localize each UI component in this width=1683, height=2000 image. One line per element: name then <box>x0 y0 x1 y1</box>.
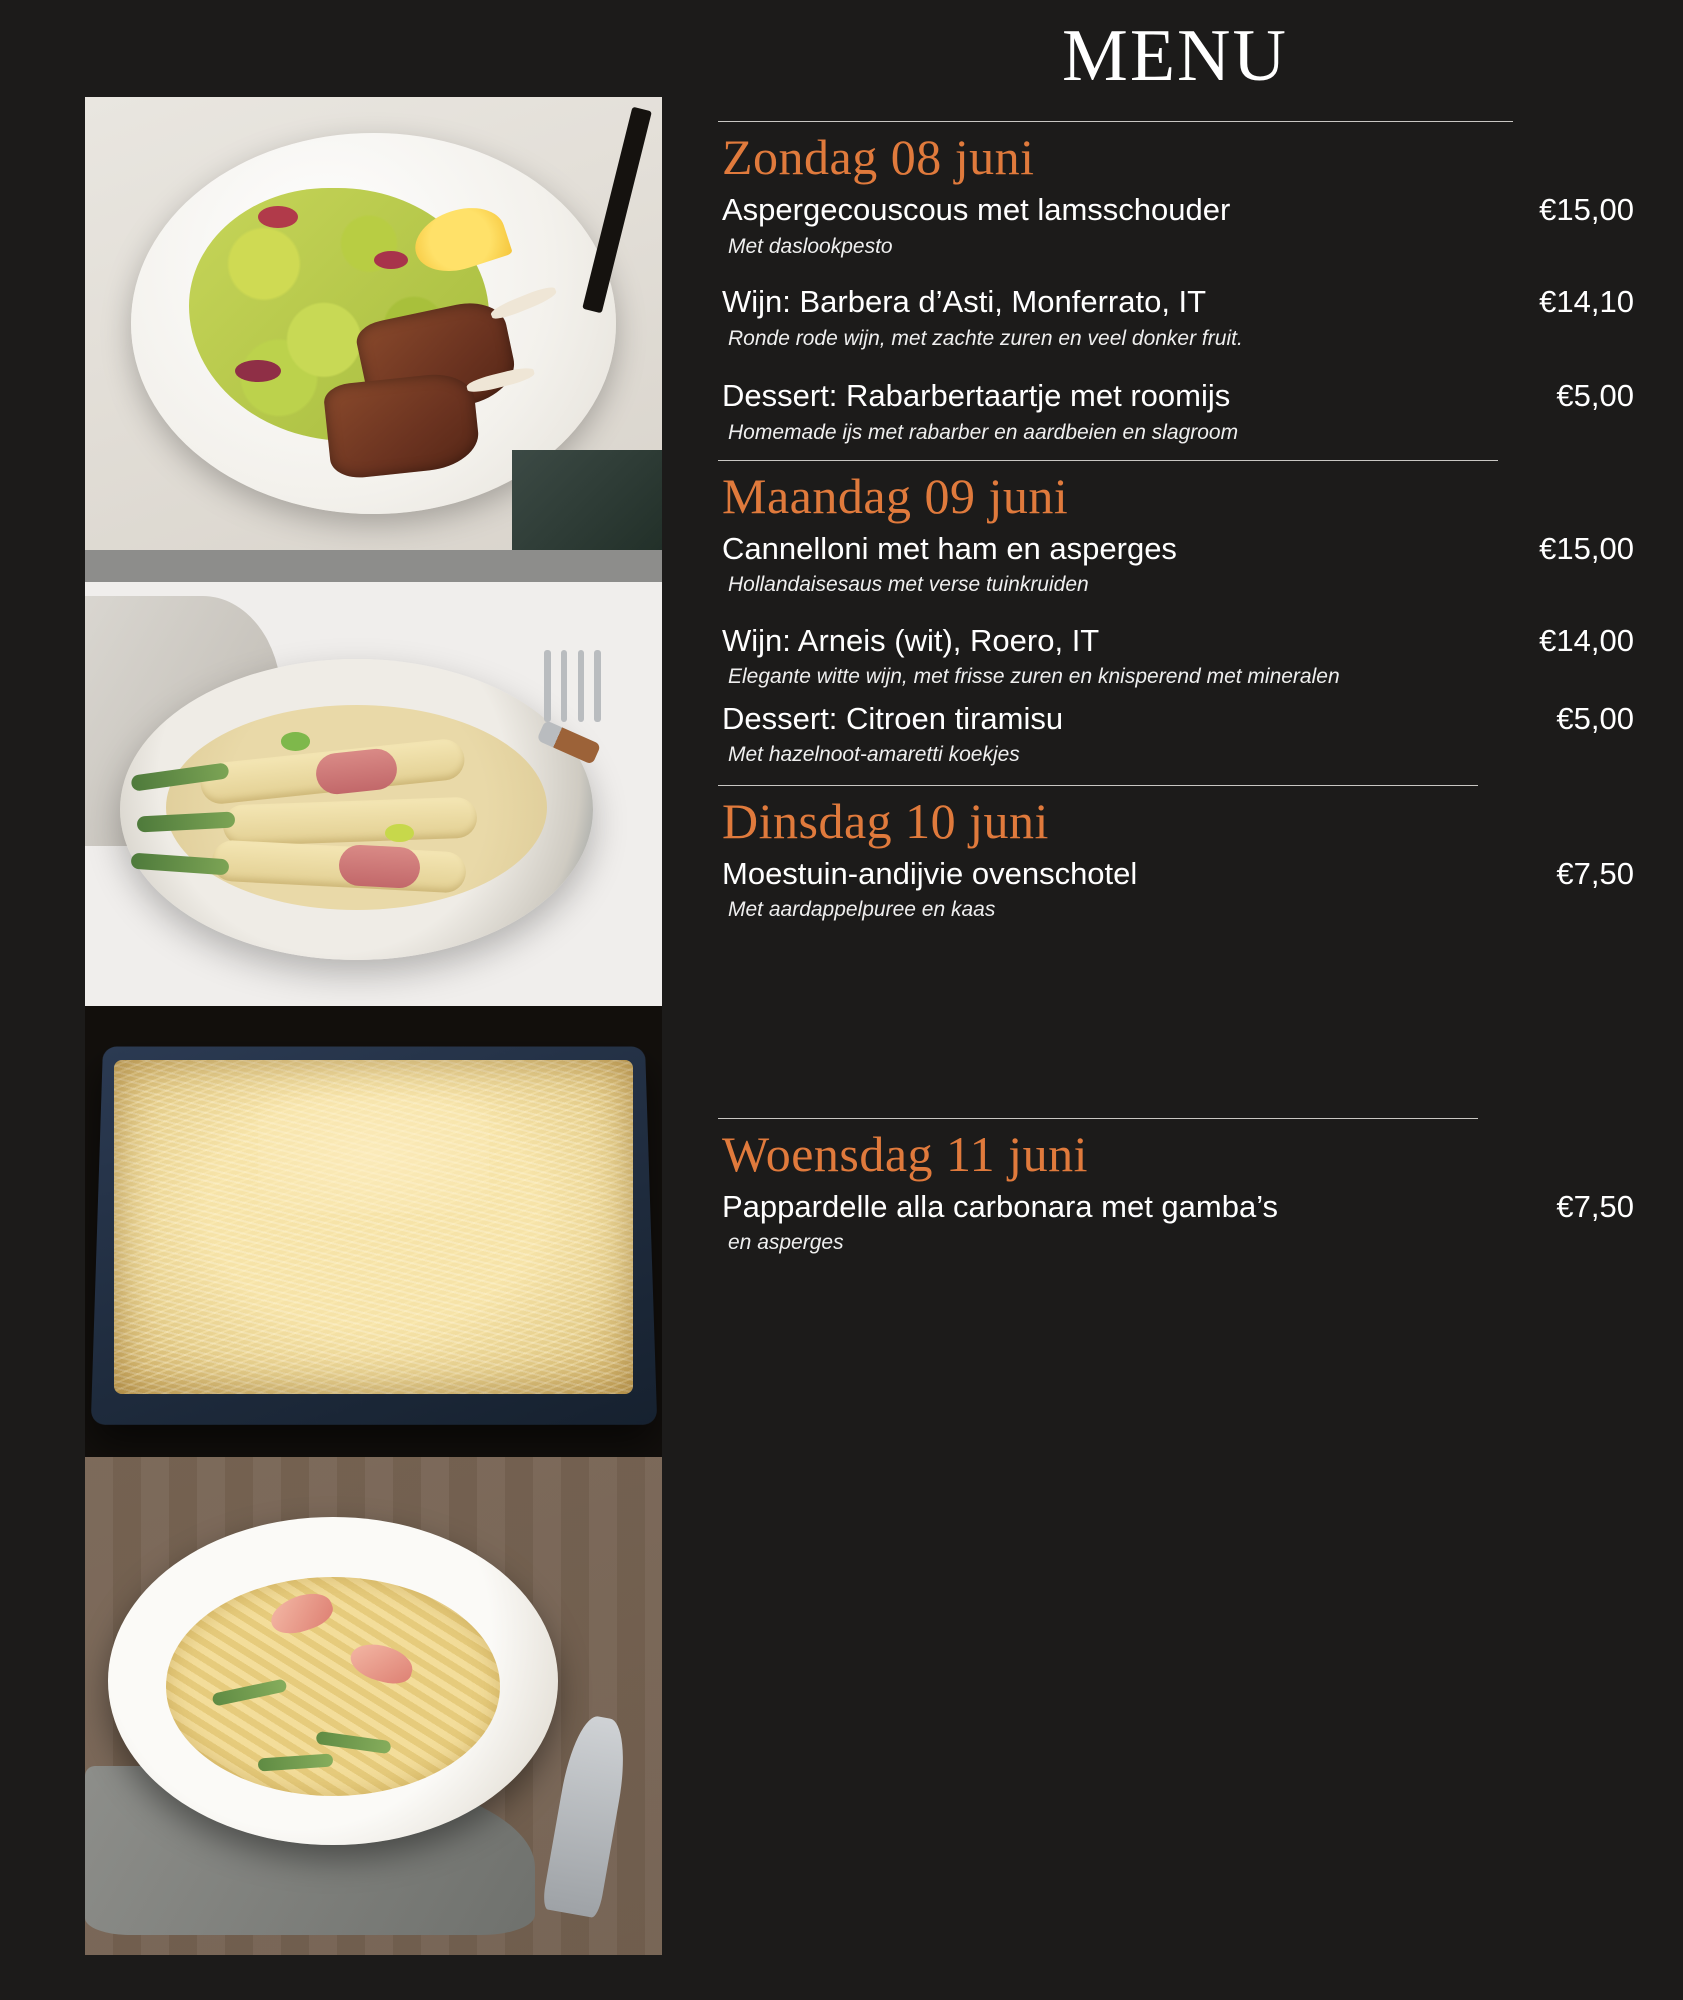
menu-item <box>700 378 1640 446</box>
menu-item <box>700 531 1640 599</box>
lamb-chops-asparagus-couscous-photo <box>85 97 662 550</box>
light-glow <box>258 1096 489 1213</box>
item-price: €7,50 <box>1556 1188 1634 1224</box>
oven-gratin-cheese-photo <box>85 1006 662 1457</box>
divider <box>718 460 1498 461</box>
item-name: Aspergecouscous met lamsschouder <box>722 192 1231 227</box>
fork-shape <box>535 650 627 805</box>
menu-item <box>700 284 1640 352</box>
item-description: Met daslookpesto <box>728 234 893 258</box>
photo-column <box>85 97 662 1955</box>
day-heading: Woensdag 11 juni <box>722 1125 1088 1182</box>
day-block-zondag <box>700 121 1640 446</box>
menu-column <box>700 0 1640 2000</box>
item-price: €14,10 <box>1539 283 1634 319</box>
menu-item <box>700 623 1640 691</box>
item-name: Dessert: Rabarbertaartje met roomijs <box>722 377 1231 413</box>
radicchio-accent <box>374 251 409 269</box>
divider <box>718 121 1513 122</box>
menu-item <box>700 701 1640 769</box>
napkin-shape <box>512 450 662 550</box>
item-description: Hollandaisesaus met verse tuinkruiden <box>728 573 1089 597</box>
herb-garnish-shape <box>281 732 310 750</box>
day-heading: Maandag 09 juni <box>722 467 1069 524</box>
divider <box>718 1118 1478 1119</box>
menu-item <box>700 192 1640 260</box>
ham-slice-shape <box>338 844 421 889</box>
spacer <box>700 926 1640 1102</box>
item-price: €5,00 <box>1556 700 1634 736</box>
item-description: Ronde rode wijn, met zachte zuren en veel donker fruit. <box>728 326 1243 350</box>
item-name: Cannelloni met ham en asperges <box>722 530 1177 566</box>
item-description: Homemade ijs met rabarber en aardbeien en slagroom <box>728 420 1239 444</box>
item-price: €15,00 <box>1539 530 1634 566</box>
item-description: Met aardappelpuree en kaas <box>728 898 996 922</box>
cannelloni-roll-shape <box>223 796 478 846</box>
item-description: Met hazelnoot-amaretti koekjes <box>728 743 1020 767</box>
item-price: €7,50 <box>1556 855 1634 891</box>
menu-item <box>700 856 1640 924</box>
item-name: Pappardelle alla carbonara met gamba’s <box>722 1188 1279 1224</box>
herb-garnish-shape <box>385 824 414 842</box>
item-name: Wijn: Barbera d’Asti, Monferrato, IT <box>722 283 1207 319</box>
divider <box>718 785 1478 786</box>
day-block-dinsdag <box>700 785 1640 924</box>
item-name: Dessert: Citroen tiramisu <box>722 700 1064 736</box>
cannelloni-ham-asparagus-photo <box>85 550 662 1006</box>
knife-shape <box>582 107 652 314</box>
item-name: Wijn: Arneis (wit), Roero, IT <box>722 622 1100 658</box>
item-price: €14,00 <box>1539 622 1634 658</box>
pappardelle-carbonara-gamba-photo <box>85 1457 662 1955</box>
day-block-maandag <box>700 460 1640 769</box>
item-price: €5,00 <box>1556 377 1634 413</box>
item-price: €15,00 <box>1539 192 1634 227</box>
day-heading: Zondag 08 juni <box>722 129 1035 185</box>
day-block-woensdag <box>700 1118 1640 1257</box>
item-description: Elegante witte wijn, met frisse zuren en knisperend met mineralen <box>728 665 1340 689</box>
item-name: Moestuin-andijvie ovenschotel <box>722 855 1138 891</box>
page-title: MENU <box>1062 15 1288 97</box>
menu-item <box>700 1189 1640 1257</box>
day-heading: Dinsdag 10 juni <box>722 792 1049 849</box>
item-description: en asperges <box>728 1231 844 1255</box>
